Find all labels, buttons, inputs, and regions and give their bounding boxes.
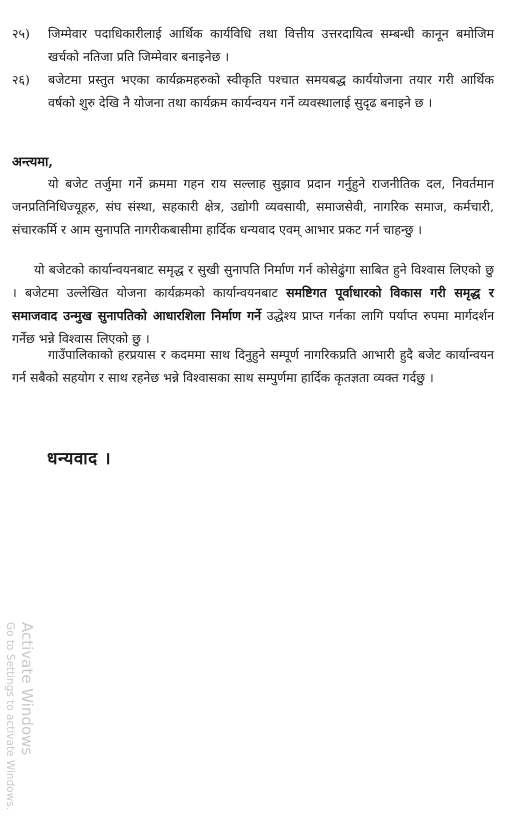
paragraph-thanks xyxy=(12,172,494,241)
paragraph-gratitude xyxy=(12,343,494,389)
item-text: बजेटमा प्रस्तुत भएका कार्यक्रमहरुको स्वीकृति पश्चात समयबद्ध कार्ययोजना तयार गरी आर्थिक वर्षको शुरु देखि नै योजना तथा कार्यक्रम कार्यन्वयन गर्ने व्यवस्थालाई सुदृढ बनाइने छ । xyxy=(48,72,494,110)
closing-thanks: धन्यवाद । xyxy=(47,449,112,469)
activate-windows-watermark xyxy=(4,622,36,822)
paragraph-text-after: उद्धेश्य प्राप्त गर्नका लागि पर्याप्त रुपमा मार्गदर्शन गर्नेछ भन्ने विश्वास लिएको छु । xyxy=(12,308,495,346)
item-number: २५) xyxy=(12,26,30,41)
conclusion-heading: अन्त्यमा, xyxy=(12,155,53,170)
paragraph-bold-text: समष्टिगत पूर्वाधारको विकास गरी समृद्ध र समाजवाद उन्मुख सुनापतिको आधारशिला निर्माण गर्ने xyxy=(12,285,494,323)
paragraph-text-before: यो बजेटको कार्यान्वयनबाट समृद्ध र सुखी सुनापति निर्माण गर्न कोसेढुंगा साबित हुने विश्वास लिएको छु । बजेटमा उल्लेखित योजना कार्यक्रमको कार्यान्वयनबाट xyxy=(12,262,494,300)
item-text: जिम्मेवार पदाधिकारीलाई आर्थिक कार्यविधि तथा वित्तीय उत्तरदायित्व सम्बन्धी कानून बमोजिम खर्चको नतिजा प्रति जिम्मेवार बनाइनेछ । xyxy=(48,26,494,64)
paragraph-text: यो बजेट तर्जुमा गर्ने क्रममा गहन राय सल्लाह सुझाव प्रदान गर्नुहुने राजनीतिक दल, निवर्तमान जनप्रतिनिधिज्यूहरु, संघ संस्था, सहकारी क्षेत्र, उद्योगी व्यवसायी, समाजसेवी, नागरिक समाज, कर्मचारी, संचारकर्मि र आम सुनापति नागरीकबासीमा हार्दिक धन्यवाद एवम् आभार प्रकट गर्न चाहन्छु । xyxy=(12,176,494,237)
watermark-subtitle: Go to Settings to activate Windows. xyxy=(4,622,16,811)
paragraph-text: गाउँपालिकाको हरप्रयास र कदममा साथ दिनुहुने सम्पूर्ण नागरिकप्रति आभारी हुदै बजेट कार्यान्वयन गर्न सबैको सहयोग र साथ रहनेछ भन्ने विश्वासका साथ सम्पुर्णमा हार्दिक कृतज्ञता व्यक्त गर्दछु । xyxy=(12,347,494,385)
numbered-item-25 xyxy=(12,22,494,68)
item-number: २६) xyxy=(12,72,30,87)
paragraph-implementation xyxy=(12,258,494,350)
numbered-item-26 xyxy=(12,68,494,114)
watermark-title: Activate Windows xyxy=(18,622,36,756)
